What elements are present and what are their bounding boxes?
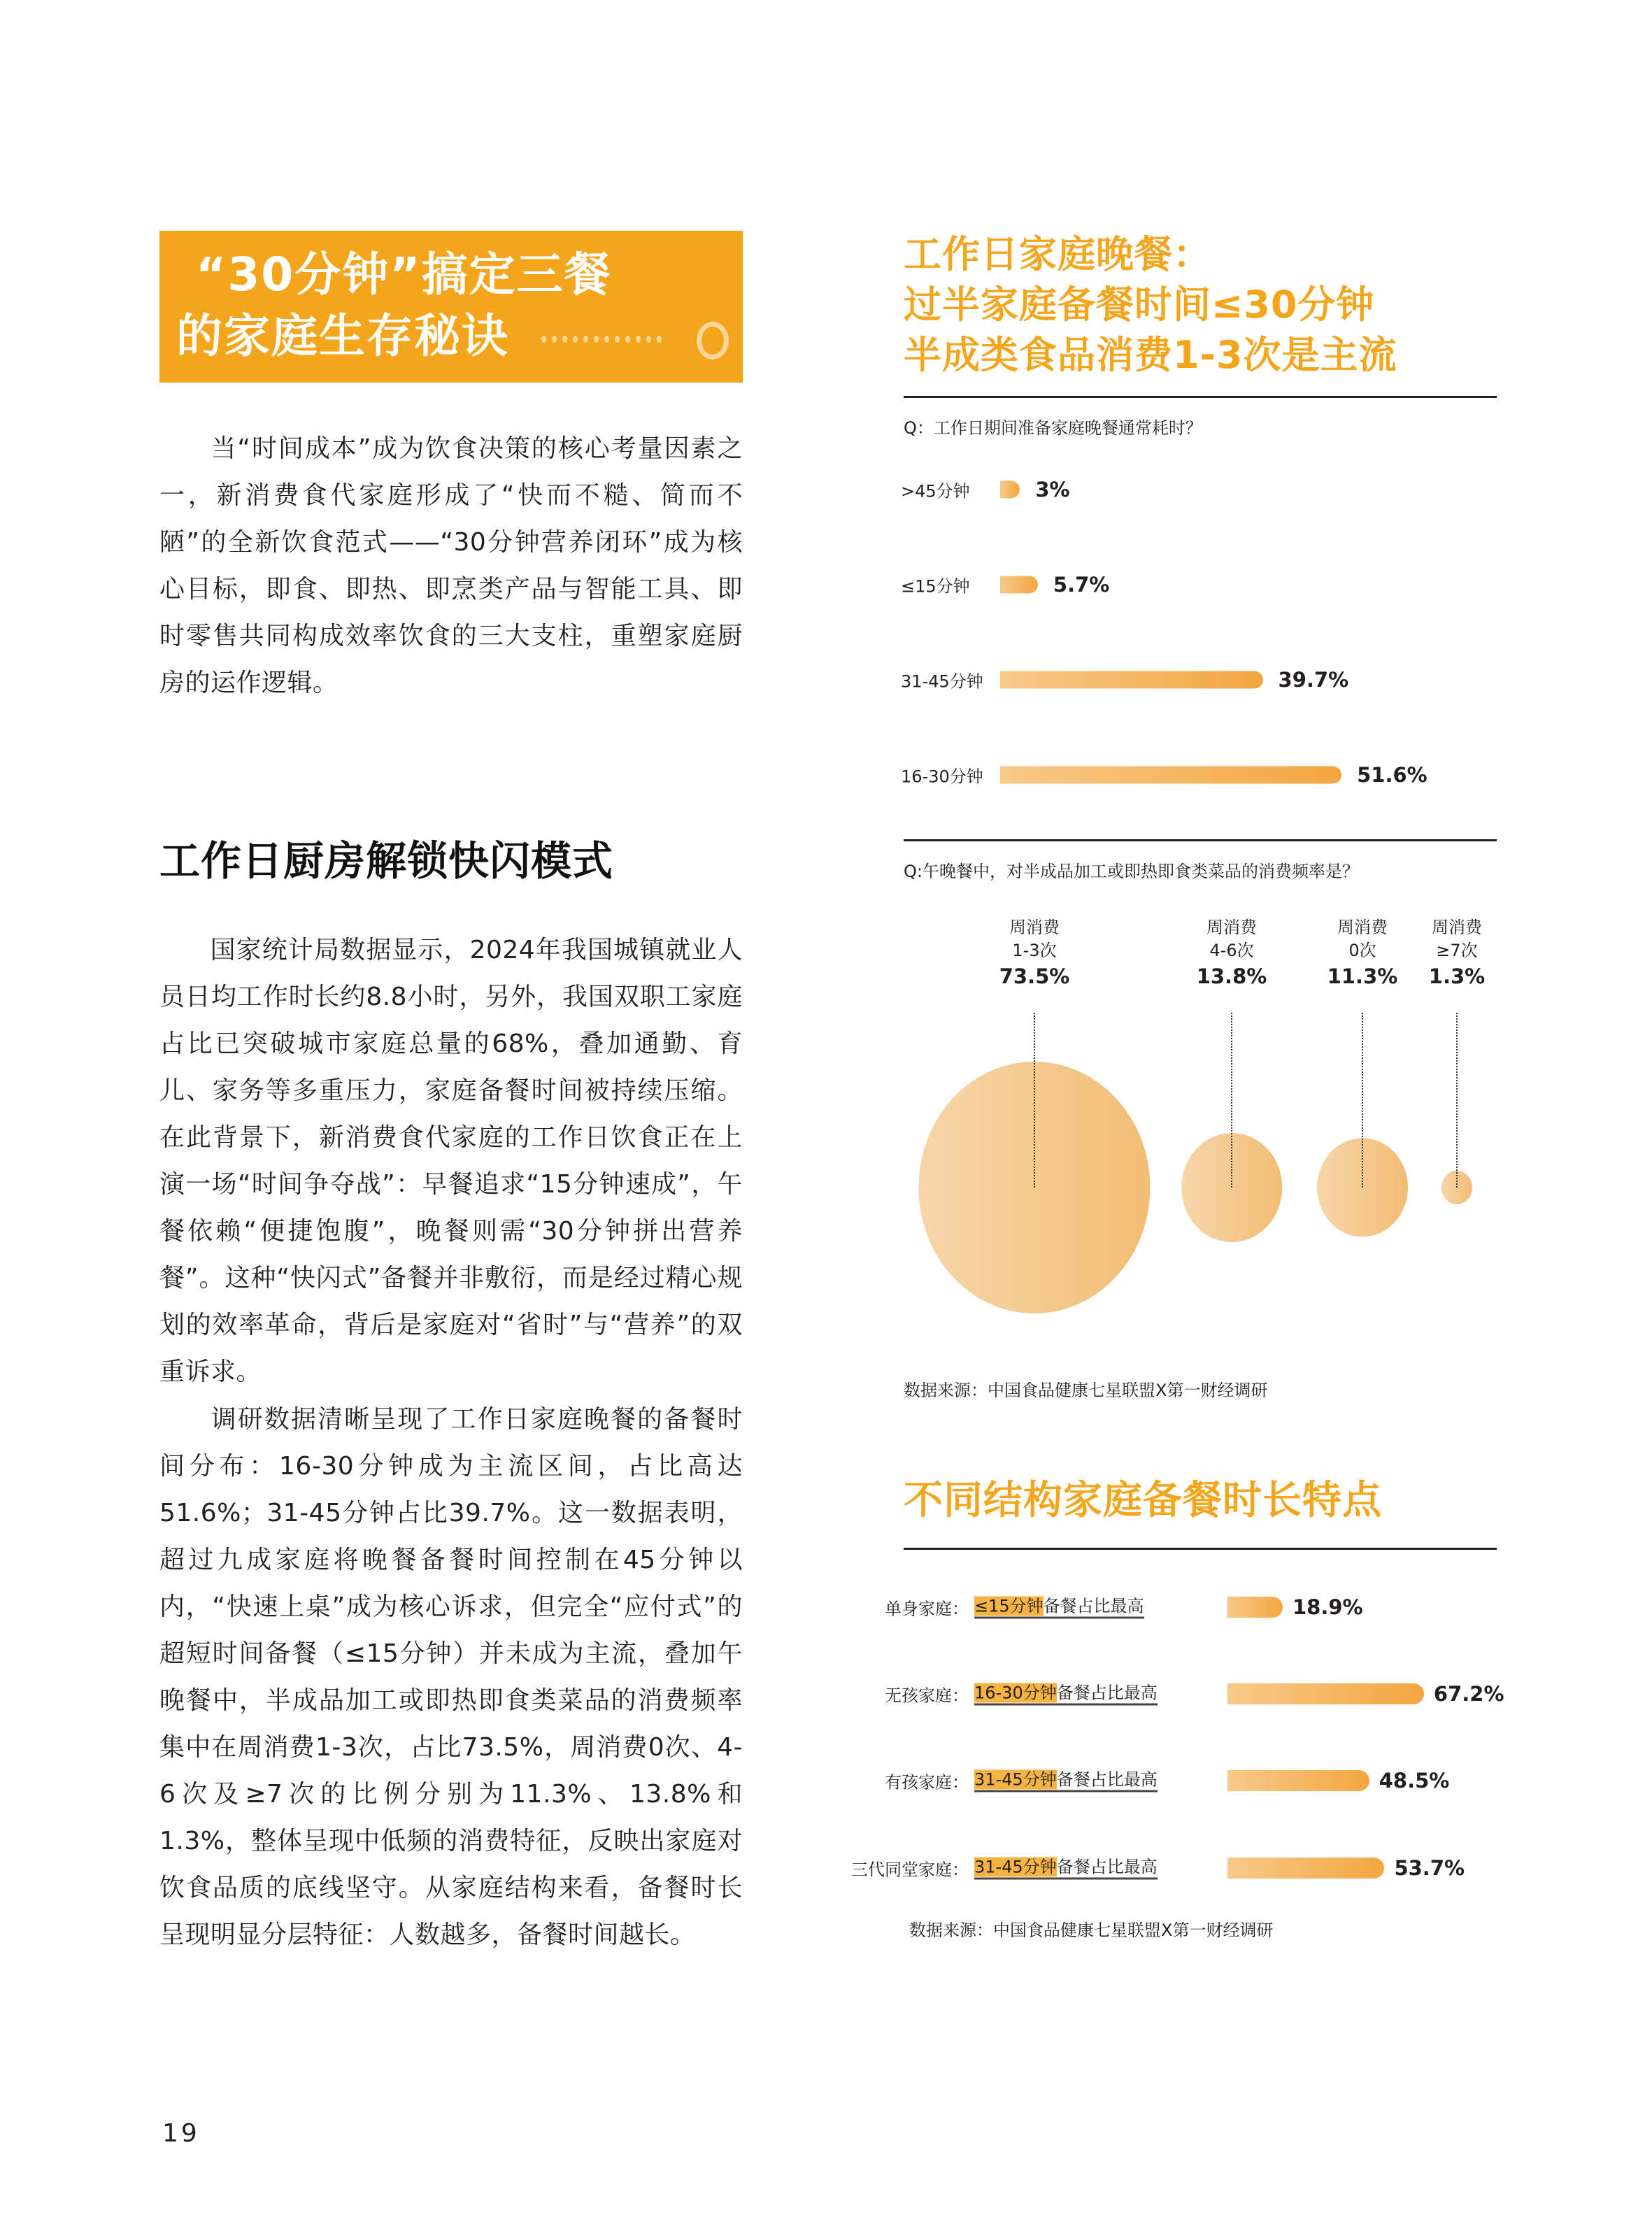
divider bbox=[904, 396, 1497, 398]
bar-value-label: 48.5% bbox=[1379, 1769, 1450, 1792]
section-paragraph-2 bbox=[159, 1396, 743, 1958]
bubble-category-line2: ≥7次 bbox=[1436, 941, 1478, 960]
bar bbox=[1000, 767, 1341, 784]
bubble-value-label: 1.3% bbox=[1428, 964, 1486, 988]
bar-category-label: >45分钟 bbox=[901, 481, 970, 501]
bar bbox=[1227, 1683, 1424, 1704]
hero-title-line1: “30分钟”搞定三餐 bbox=[196, 248, 612, 301]
family-description bbox=[974, 1596, 1144, 1619]
data-source-2: 数据来源：中国食品健康七星联盟X第一财经调研 bbox=[909, 1920, 1274, 1940]
section-paragraph-1-text: 国家统计局数据显示，2024年我国城镇就业人员日均工作时长约8.8小时，另外，我国双职工家庭占比已突破城市家庭总量的68%，叠加通勤、育儿、家务等多重压力，家庭备餐时间被持续压缩。在此背景下，新消费食代家庭的工作日饮食正在上演一场“时间争夺战”：早餐追求“15分钟速成”，午餐依赖“便捷饱腹”，晚餐则需“30分钟拼出营养餐”。这种“快闪式”备餐并非敷衍，而是经过精心规划的效率革命，背后是家庭对“省时”与“营养”的双重诉求。 bbox=[159, 936, 743, 1386]
chart-title-line1: 工作日家庭晚餐： bbox=[904, 232, 1211, 276]
bubble-category-line2: 1-3次 bbox=[1012, 941, 1057, 960]
bar-value-label: 39.7% bbox=[1278, 668, 1349, 692]
family-description bbox=[974, 1769, 1158, 1792]
data-source-1: 数据来源：中国食品健康七星联盟X第一财经调研 bbox=[904, 1381, 1268, 1400]
bar-value-label: 18.9% bbox=[1293, 1595, 1363, 1619]
family-type-label: 有孩家庭： bbox=[885, 1772, 969, 1792]
chart-title-line2: 过半家庭备餐时间≤30分钟 bbox=[904, 283, 1375, 327]
dotted-leader-line bbox=[1456, 1013, 1458, 1188]
description-suffix: 备餐占比最高 bbox=[1056, 1769, 1158, 1790]
intro-paragraph bbox=[159, 425, 743, 706]
bubble-value-label: 73.5% bbox=[999, 964, 1070, 988]
bubble-category-line1: 周消费 bbox=[1432, 918, 1482, 937]
bar-value-label: 51.6% bbox=[1357, 763, 1427, 787]
dotted-leader-line bbox=[1362, 1013, 1363, 1188]
bubble-category-line2: 0次 bbox=[1348, 941, 1376, 960]
bar bbox=[1227, 1597, 1283, 1618]
dotted-line-decoration bbox=[541, 336, 662, 343]
chart3-title: 不同结构家庭备餐时长特点 bbox=[904, 1478, 1382, 1523]
bar bbox=[1000, 576, 1038, 594]
family-type-label: 无孩家庭： bbox=[885, 1685, 969, 1706]
bubble-label bbox=[1197, 916, 1267, 990]
bar-value-label: 67.2% bbox=[1433, 1682, 1504, 1706]
bubble-label bbox=[1429, 916, 1485, 990]
chart1-question: Q：工作日期间准备家庭晚餐通常耗时？ bbox=[904, 418, 1202, 438]
family-type-label: 单身家庭： bbox=[885, 1599, 969, 1619]
section-title: 工作日厨房解锁快闪模式 bbox=[159, 837, 614, 885]
bar-value-label: 3% bbox=[1035, 478, 1070, 501]
description-suffix: 备餐占比最高 bbox=[1056, 1857, 1158, 1877]
chart2-question: Q:午晚餐中，对半成品加工或即热即食类菜品的消费频率是？ bbox=[904, 862, 1359, 881]
family-type-label: 三代同堂家庭： bbox=[851, 1860, 969, 1880]
page-number: 19 bbox=[162, 2119, 200, 2148]
bubble-category-line1: 周消费 bbox=[1337, 918, 1388, 937]
family-description bbox=[974, 1857, 1158, 1880]
highlight-time-range: ≤15分钟 bbox=[974, 1596, 1044, 1616]
divider bbox=[904, 1548, 1497, 1550]
family-description bbox=[974, 1683, 1158, 1706]
highlight-time-range: 16-30分钟 bbox=[974, 1683, 1057, 1703]
bubble-category-line1: 周消费 bbox=[1009, 918, 1060, 937]
dotted-leader-line bbox=[1034, 1013, 1035, 1188]
description-suffix: 备餐占比最高 bbox=[1056, 1683, 1158, 1703]
bubble-value-label: 11.3% bbox=[1327, 964, 1398, 988]
section-paragraph-1 bbox=[159, 927, 743, 1395]
bar-value-label: 5.7% bbox=[1053, 573, 1110, 597]
bubble-value-label: 13.8% bbox=[1196, 964, 1267, 988]
bar bbox=[1000, 671, 1263, 689]
ring-icon bbox=[697, 322, 729, 359]
bubble-category-line1: 周消费 bbox=[1206, 918, 1257, 937]
highlight-time-range: 31-45分钟 bbox=[974, 1769, 1057, 1790]
divider bbox=[904, 839, 1497, 841]
bar-category-label: 31-45分钟 bbox=[901, 671, 983, 692]
section-paragraph-2-text: 调研数据清晰呈现了工作日家庭晚餐的备餐时间分布：16-30分钟成为主流区间，占比高达51.6%；31-45分钟占比39.7%。这一数据表明，超过九成家庭将晚餐备餐时间控制在45分钟以内，“快速上桌”成为核心诉求，但完全“应付式”的超短时间备餐（≤15分钟）并未成为主流，叠加午晚餐中，半成品加工或即热即食类菜品的消费频率集中在周消费1-3次，占比73.5%，周消费0次、4-6次及≥7次的比例分别为11.3%、13.8%和1.3%，整体呈现中低频的消费特征，反映出家庭对饮食品质的底线坚守。从家庭结构来看，备餐时长呈现明显分层特征：人数越多，备餐时间越长。 bbox=[159, 1405, 743, 1949]
chart-title-line3: 半成类食品消费1-3次是主流 bbox=[904, 333, 1397, 377]
dotted-leader-line bbox=[1231, 1013, 1232, 1188]
bubble-label bbox=[999, 916, 1070, 990]
bar-category-label: 16-30分钟 bbox=[901, 767, 983, 787]
bubble-category-line2: 4-6次 bbox=[1209, 941, 1254, 960]
description-suffix: 备餐占比最高 bbox=[1043, 1596, 1144, 1616]
bar-value-label: 53.7% bbox=[1394, 1856, 1465, 1880]
hero-title-box bbox=[159, 231, 743, 383]
bubble-label bbox=[1327, 916, 1398, 990]
bar bbox=[1000, 481, 1020, 499]
intro-text: 当“时间成本”成为饮食决策的核心考量因素之一，新消费食代家庭形成了“快而不糙、简而不陋”的全新饮食范式——“30分钟营养闭环”成为核心目标，即食、即热、即烹类产品与智能工具、即时零售共同构成效率饮食的三大支柱，重塑家庭厨房的运作逻辑。 bbox=[159, 434, 743, 697]
bar-category-label: ≤15分钟 bbox=[901, 576, 970, 597]
bar bbox=[1227, 1770, 1369, 1791]
bar bbox=[1227, 1858, 1384, 1879]
highlight-time-range: 31-45分钟 bbox=[974, 1857, 1057, 1877]
hero-title-line2: 的家庭生存秘诀 bbox=[176, 309, 509, 363]
